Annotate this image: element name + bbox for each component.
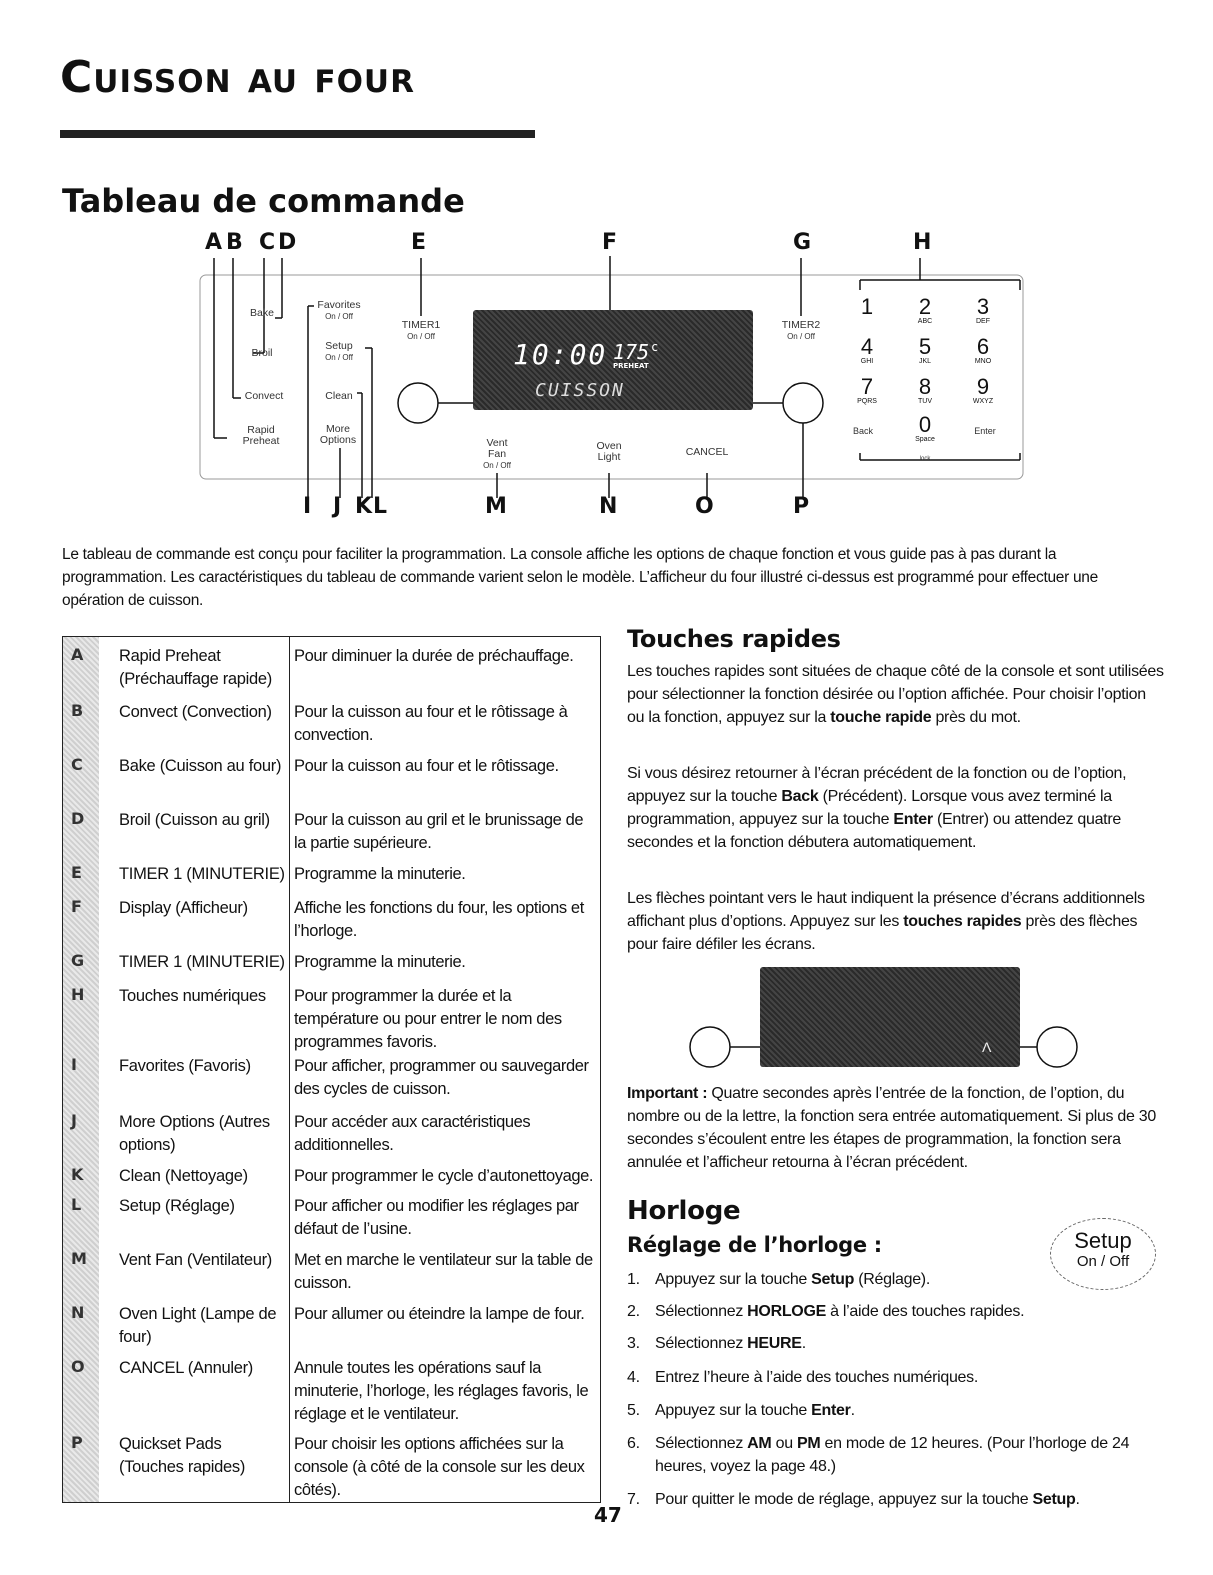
key-9[interactable] bbox=[961, 376, 1005, 405]
label-e: E bbox=[411, 230, 427, 255]
row-name: Display (Afficheur) bbox=[119, 899, 248, 917]
step-2 bbox=[627, 1300, 1167, 1324]
control-panel-diagram bbox=[195, 228, 1025, 518]
section-title: Tableau de commande bbox=[62, 182, 465, 220]
row-description: Programme la minuterie. bbox=[294, 865, 466, 883]
step-5-b: Enter bbox=[811, 1402, 851, 1419]
p1-text-c: près du mot. bbox=[931, 709, 1021, 726]
row-description: Pour accéder aux caractéristiques additionnelles. bbox=[294, 1113, 531, 1154]
label-f: F bbox=[602, 230, 618, 255]
row-description: Pour programmer la durée et la température ou pour entrer le nom des programmes favoris. bbox=[294, 987, 562, 1051]
step-2-number: 2. bbox=[627, 1303, 640, 1320]
key-2-letters: ABC bbox=[917, 318, 933, 325]
label-m: M bbox=[485, 494, 507, 519]
key-8-digit: 8 bbox=[918, 374, 932, 399]
label-j: J bbox=[333, 494, 342, 519]
step-6 bbox=[627, 1432, 1167, 1480]
lock-label: lock bbox=[919, 456, 931, 462]
clean-button[interactable]: Clean bbox=[325, 390, 353, 402]
key-8[interactable] bbox=[903, 376, 947, 405]
vent-label: Vent bbox=[486, 437, 508, 449]
step-7-c: . bbox=[1075, 1491, 1080, 1508]
step-4-number: 4. bbox=[627, 1369, 640, 1386]
favorites-sub: On / Off bbox=[325, 312, 353, 321]
row-description: Pour choisir les options affichées sur la console (à côté de la console sur les deux côtés). bbox=[294, 1435, 585, 1499]
step-6-e: en mode de 12 heures. (Pour l’horloge de 24 heures, voyez la page 48.) bbox=[655, 1435, 1130, 1475]
row-letter: M bbox=[71, 1249, 87, 1268]
enter-key[interactable]: Enter bbox=[974, 426, 996, 436]
row-letter: B bbox=[71, 701, 84, 720]
convect-button[interactable]: Convect bbox=[244, 390, 284, 402]
step-2-text bbox=[655, 1300, 1165, 1323]
horloge-heading: Horloge bbox=[627, 1196, 741, 1226]
row-letter: L bbox=[71, 1195, 82, 1214]
key-2-digit: 2 bbox=[918, 294, 932, 319]
key-9-digit: 9 bbox=[976, 374, 990, 399]
key-5-digit: 5 bbox=[918, 334, 932, 359]
important-label: Important : bbox=[627, 1085, 708, 1102]
key-0[interactable] bbox=[903, 414, 947, 443]
row-letter: J bbox=[71, 1111, 77, 1130]
step-1-c: (Réglage). bbox=[854, 1271, 930, 1288]
display-temp-unit: c bbox=[651, 340, 659, 354]
row-description: Affiche les fonctions du four, les options et l’horloge. bbox=[294, 899, 584, 940]
numeric-keypad bbox=[845, 294, 1025, 462]
p1-bold: touche rapide bbox=[830, 709, 932, 726]
row-letter: P bbox=[71, 1433, 83, 1452]
step-6-c: ou bbox=[771, 1435, 797, 1452]
setup-badge-sub: On / Off bbox=[1076, 1253, 1130, 1270]
step-7-text bbox=[655, 1488, 1165, 1511]
row-name: Rapid Preheat (Préchauffage rapide) bbox=[119, 647, 272, 688]
step-5-a: Appuyez sur la touche bbox=[655, 1402, 812, 1419]
fan-label: Fan bbox=[487, 448, 507, 460]
row-name: Setup (Réglage) bbox=[119, 1197, 235, 1215]
step-3-text bbox=[655, 1332, 1165, 1355]
row-description: Pour afficher, programmer ou sauvegarder des cycles de cuisson. bbox=[294, 1057, 589, 1098]
step-6-text bbox=[655, 1432, 1165, 1478]
setup-sub: On / Off bbox=[325, 353, 353, 362]
row-name: Clean (Nettoyage) bbox=[119, 1167, 248, 1185]
step-7-number: 7. bbox=[627, 1491, 640, 1508]
row-name: CANCEL (Annuler) bbox=[119, 1359, 253, 1377]
setup-label: Setup bbox=[325, 340, 353, 352]
display-mode: CUISSON bbox=[535, 380, 625, 401]
step-1 bbox=[627, 1268, 1167, 1292]
step-6-number: 6. bbox=[627, 1435, 640, 1452]
label-o: O bbox=[695, 494, 714, 519]
p2-text-a: Si vous désirez retourner à l’écran précédent de la fonction ou de l’option, appuyez sur la touche bbox=[627, 765, 1127, 805]
label-h: H bbox=[913, 230, 932, 255]
key-6[interactable] bbox=[961, 336, 1005, 365]
key-1[interactable] bbox=[845, 296, 889, 318]
step-4-a: Entrez l’heure à l’aide des touches numériques. bbox=[655, 1369, 978, 1386]
display-status: PREHEAT bbox=[613, 362, 649, 370]
display-temp: 175 bbox=[613, 340, 650, 364]
p1-text-a: Les touches rapides sont situées de chaque côté de la console et sont utilisées pour sélectionner la fonction désirée ou l’option affichée. Pour choisir l’option ou la fonction, appuyez sur la bbox=[627, 663, 1164, 726]
key-4-digit: 4 bbox=[860, 334, 874, 359]
timer1-label: TIMER1 bbox=[401, 319, 441, 331]
step-3-number: 3. bbox=[627, 1335, 640, 1352]
step-3-a: Sélectionnez bbox=[655, 1335, 748, 1352]
display-time: 10:00 bbox=[513, 338, 608, 371]
touches-heading: Touches rapides bbox=[627, 625, 841, 653]
preheat-label: Preheat bbox=[242, 435, 280, 447]
key-9-letters: WXYZ bbox=[972, 398, 994, 405]
step-6-a: Sélectionnez bbox=[655, 1435, 748, 1452]
horloge-subheading: Réglage de l’horloge : bbox=[627, 1233, 882, 1257]
more-options-button[interactable] bbox=[311, 424, 365, 446]
row-letter: E bbox=[71, 863, 82, 882]
label-b: B bbox=[226, 230, 243, 255]
oven-light-button[interactable] bbox=[581, 441, 637, 463]
row-letter: D bbox=[71, 809, 85, 828]
label-a: A bbox=[205, 230, 223, 255]
setup-badge-title: Setup bbox=[1074, 1228, 1132, 1253]
key-6-digit: 6 bbox=[976, 334, 990, 359]
key-0-space: Space bbox=[915, 436, 935, 443]
options-label: Options bbox=[319, 434, 357, 446]
label-n: N bbox=[599, 494, 618, 519]
label-l: L bbox=[373, 494, 388, 519]
touches-para-2 bbox=[627, 762, 1167, 854]
timer2-label: TIMER2 bbox=[781, 319, 821, 331]
step-5-c: . bbox=[850, 1402, 855, 1419]
light-label: Light bbox=[597, 451, 621, 463]
favorites-label: Favorites bbox=[317, 299, 361, 311]
p2-back: Back bbox=[781, 788, 819, 805]
step-2-c: à l’aide des touches rapides. bbox=[825, 1303, 1025, 1320]
step-4 bbox=[627, 1366, 1167, 1390]
up-arrow-icon: Λ bbox=[982, 1039, 992, 1055]
key-5[interactable] bbox=[903, 336, 947, 365]
row-name: Broil (Cuisson au gril) bbox=[119, 811, 270, 829]
row-description: Annule toutes les opérations sauf la minuterie, l’horloge, les réglages favoris, le réglage et le ventilateur. bbox=[294, 1359, 589, 1423]
touches-para-1 bbox=[627, 660, 1167, 729]
label-k: K bbox=[355, 494, 373, 519]
timer2-button[interactable] bbox=[775, 320, 827, 342]
row-letter: H bbox=[71, 985, 85, 1004]
label-p: P bbox=[793, 494, 810, 519]
label-d: D bbox=[278, 230, 297, 255]
vent-sub: On / Off bbox=[483, 461, 511, 470]
label-g: G bbox=[793, 230, 812, 255]
p3-text-a: Les flèches pointant vers le haut indiquent la présence d’écrans additionnels affichant plus d’options. Appuyez sur les bbox=[627, 890, 1145, 930]
row-description: Pour diminuer la durée de préchauffage. bbox=[294, 647, 574, 665]
step-4-text bbox=[655, 1366, 1165, 1389]
more-label: More bbox=[326, 423, 350, 435]
row-name: Bake (Cuisson au four) bbox=[119, 757, 282, 775]
step-3-b: HEURE bbox=[747, 1335, 802, 1352]
broil-button[interactable]: Broil bbox=[251, 347, 273, 359]
key-6-letters: MNO bbox=[974, 358, 992, 365]
important-text: Quatre secondes après l’entrée de la fonction, de l’option, du nombre ou de la lettre, la fonction sera entrée automatiquement. Si plus de 30 secondes s’écoulent entre les étapes de programmation, la fonction sera annulée et l’afficheur retourna à l’écran précédent. bbox=[627, 1085, 1156, 1171]
row-description: Pour la cuisson au four et le rôtissage. bbox=[294, 757, 559, 775]
key-3-letters: DEF bbox=[976, 318, 990, 325]
row-name: Vent Fan (Ventilateur) bbox=[119, 1251, 272, 1269]
row-letter: G bbox=[71, 951, 85, 970]
row-letter: C bbox=[71, 755, 83, 774]
favorites-button[interactable] bbox=[313, 300, 365, 322]
touches-para-3 bbox=[627, 887, 1167, 956]
row-name: TIMER 1 (MINUTERIE) bbox=[119, 865, 285, 883]
p2-text-e: (Entrer) ou attendez quatre secondes et la fonction débutera automatiquement. bbox=[627, 811, 1121, 851]
oven-label: Oven bbox=[596, 440, 622, 452]
key-4-letters: GHI bbox=[860, 358, 874, 365]
column-separator bbox=[289, 637, 290, 1502]
page-number: 47 bbox=[594, 1503, 622, 1527]
key-8-letters: TUV bbox=[918, 398, 932, 405]
row-letter: K bbox=[71, 1165, 84, 1184]
p2-enter: Enter bbox=[893, 811, 933, 828]
key-3-digit: 3 bbox=[976, 294, 990, 319]
key-4[interactable] bbox=[845, 336, 889, 365]
rapid-label: Rapid bbox=[247, 424, 275, 436]
title-underline bbox=[60, 130, 535, 138]
step-2-b: HORLOGE bbox=[747, 1303, 826, 1320]
row-letter: O bbox=[71, 1357, 85, 1376]
step-7-a: Pour quitter le mode de réglage, appuyez sur la touche bbox=[655, 1491, 1033, 1508]
row-name: More Options (Autres options) bbox=[119, 1113, 270, 1154]
step-2-a: Sélectionnez bbox=[655, 1303, 748, 1320]
vent-fan-button[interactable] bbox=[467, 438, 527, 471]
row-description: Pour la cuisson au gril et le brunissage de la partie supérieure. bbox=[294, 811, 584, 852]
step-7 bbox=[627, 1488, 1167, 1512]
setup-button[interactable] bbox=[313, 341, 365, 363]
rapid-preheat-button[interactable] bbox=[231, 425, 291, 447]
row-name: TIMER 1 (MINUTERIE) bbox=[119, 953, 285, 971]
timer1-button[interactable] bbox=[395, 320, 447, 342]
step-3 bbox=[627, 1332, 1167, 1356]
step-6-b: AM bbox=[747, 1435, 772, 1452]
step-5-text bbox=[655, 1399, 1165, 1422]
step-1-number: 1. bbox=[627, 1271, 640, 1288]
row-letter: N bbox=[71, 1303, 85, 1322]
key-2[interactable] bbox=[903, 296, 947, 325]
timer1-sub: On / Off bbox=[407, 332, 435, 341]
row-name: Favorites (Favoris) bbox=[119, 1057, 251, 1075]
key-5-letters: JKL bbox=[918, 358, 932, 365]
row-letter: A bbox=[71, 645, 84, 664]
key-7[interactable] bbox=[845, 376, 889, 405]
bake-button[interactable]: Bake bbox=[250, 307, 274, 319]
row-description: Programme la minuterie. bbox=[294, 953, 466, 971]
oven-display bbox=[473, 310, 753, 410]
row-name: Convect (Convection) bbox=[119, 703, 272, 721]
p3-text-c: près des flèches pour faire défiler les écrans. bbox=[627, 913, 1138, 953]
back-key[interactable]: Back bbox=[852, 426, 873, 436]
p3-bold: touches rapides bbox=[903, 913, 1022, 930]
step-1-a: Appuyez sur la touche bbox=[655, 1271, 812, 1288]
row-name: Touches numériques bbox=[119, 987, 266, 1005]
row-description: Met en marche le ventilateur sur la table de cuisson. bbox=[294, 1251, 593, 1292]
step-5-number: 5. bbox=[627, 1402, 640, 1419]
important-paragraph bbox=[627, 1082, 1167, 1174]
key-0-digit: 0 bbox=[918, 412, 932, 437]
label-c: C bbox=[259, 230, 276, 255]
row-description: Pour afficher ou modifier les réglages par défaut de l’usine. bbox=[294, 1197, 579, 1238]
key-3[interactable] bbox=[961, 296, 1005, 325]
row-name: Quickset Pads (Touches rapides) bbox=[119, 1435, 246, 1476]
p2-text-c: (Précédent). Lorsque vous avez terminé la programmation, appuyez sur la touche bbox=[627, 788, 1112, 828]
row-letter: I bbox=[71, 1055, 77, 1074]
step-7-b: Setup bbox=[1032, 1491, 1076, 1508]
row-description: Pour programmer le cycle d’autonettoyage. bbox=[294, 1167, 594, 1185]
scroll-display-screen bbox=[760, 967, 1020, 1067]
step-5 bbox=[627, 1399, 1167, 1423]
row-letter: F bbox=[71, 897, 82, 916]
key-1-digit: 1 bbox=[860, 294, 874, 319]
intro-paragraph: Le tableau de commande est conçu pour faciliter la programmation. La console affiche les options de chaque fonction et vous guide pas à pas durant la programmation. Les caractéristiques du tableau de commande varient selon le modèle. L’afficheur du four illustré ci-dessus est programmé pour effectuer une opération de cuisson. bbox=[62, 546, 1098, 609]
step-1-text bbox=[655, 1268, 1165, 1291]
label-i: I bbox=[303, 494, 312, 519]
step-1-b: Setup bbox=[811, 1271, 855, 1288]
key-7-digit: 7 bbox=[860, 374, 874, 399]
row-description: Pour la cuisson au four et le rôtissage à convection. bbox=[294, 703, 568, 744]
step-3-c: . bbox=[801, 1335, 806, 1352]
timer2-sub: On / Off bbox=[787, 332, 815, 341]
scroll-display-illustration bbox=[688, 965, 1078, 1070]
function-table bbox=[62, 636, 601, 1503]
cancel-button[interactable]: CANCEL bbox=[685, 446, 729, 458]
row-description: Pour allumer ou éteindre la lampe de four. bbox=[294, 1305, 585, 1323]
row-name: Oven Light (Lampe de four) bbox=[119, 1305, 277, 1346]
key-7-letters: PQRS bbox=[857, 398, 877, 405]
step-6-d: PM bbox=[796, 1435, 821, 1452]
page-title: Cuisson au four bbox=[60, 52, 415, 103]
